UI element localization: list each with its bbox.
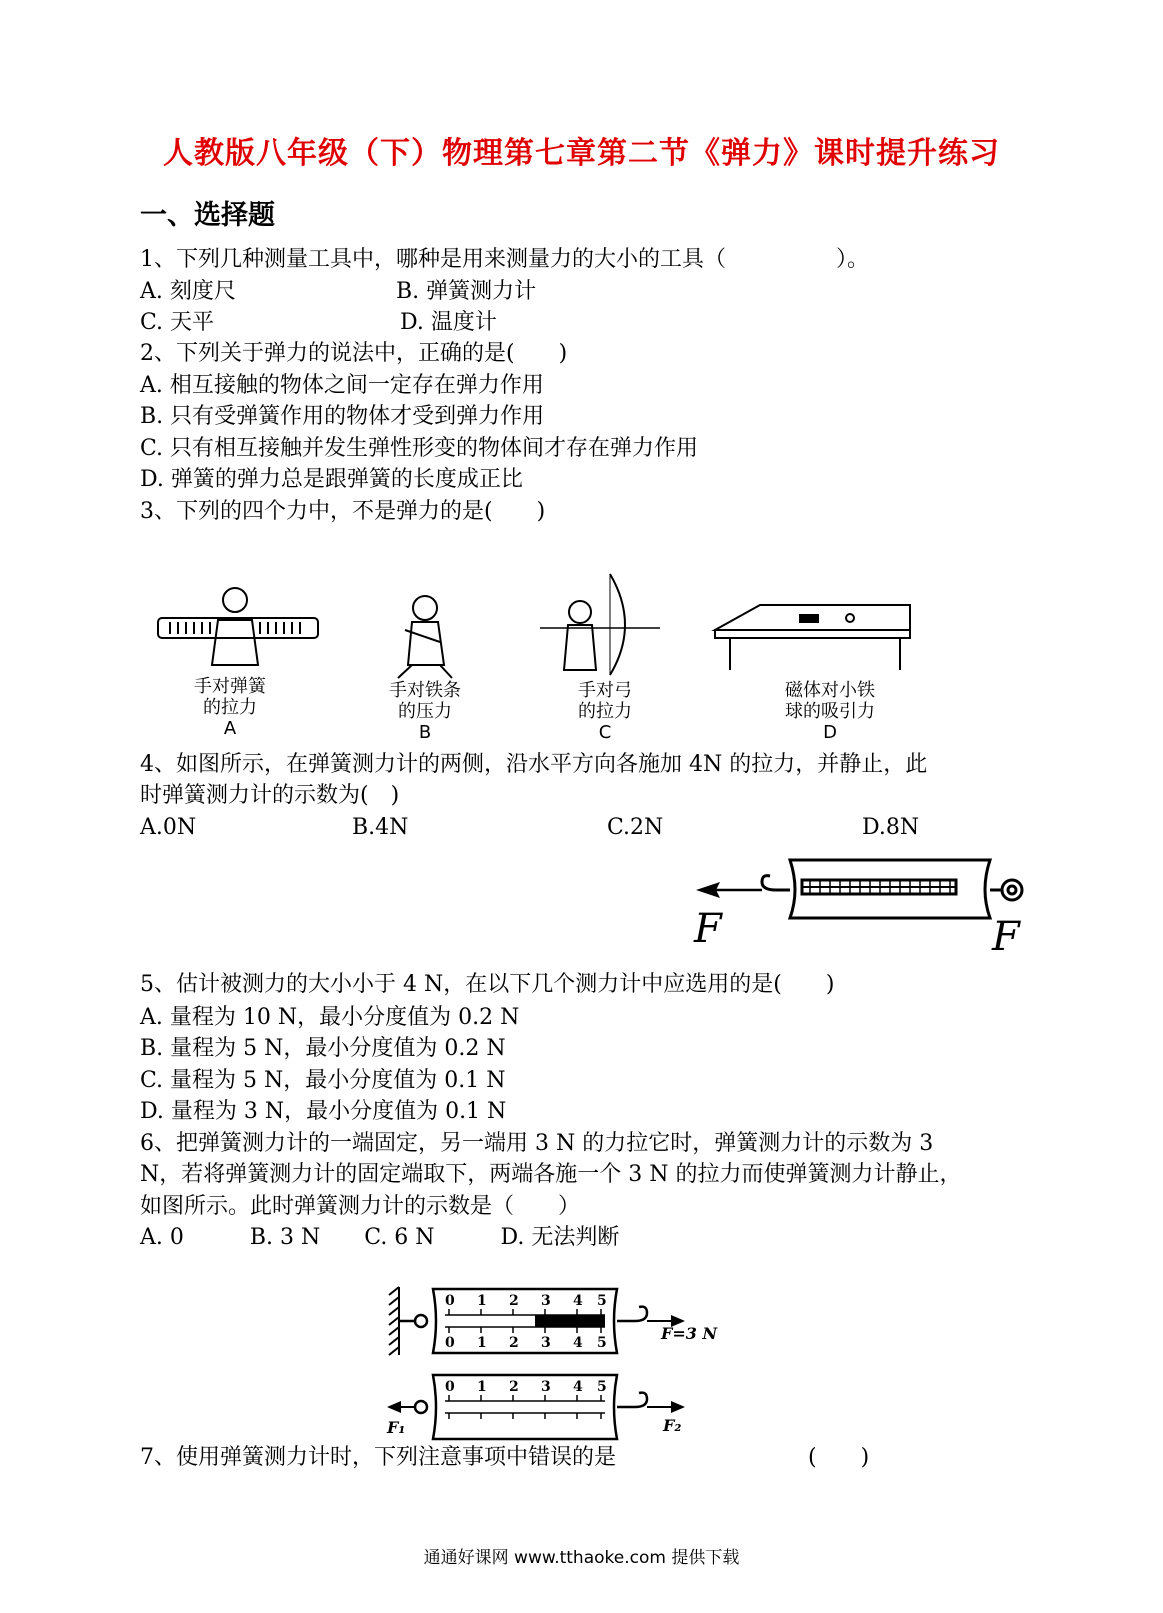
q6-bottom-scale-ticks [445,1395,605,1419]
q6-options: A. 0 B. 3 N C. 6 N D. 无法判断 [140,1225,620,1250]
q7-bracket: ( ) [808,1445,870,1470]
q6-tick-top-lower: 3 [541,1335,551,1351]
figure-a-person-spring [158,588,318,665]
q6-tick-bottom: 0 [445,1379,455,1395]
q1-stem: 1、下列几种测量工具中，哪种是用来测量力的大小的工具（ ）。 [140,247,869,272]
q5-option-c: C. 量程为 5 N，最小分度值为 0.1 N [140,1068,506,1093]
q6-tick-bottom: 5 [597,1379,607,1395]
q4-option-a: A.0N [140,815,197,840]
q6-bottom-scale [397,1375,675,1439]
q6-stem-line3: 如图所示。此时弹簧测力计的示数是（ ） [140,1194,581,1219]
q6-tick-top: 0 [445,1293,455,1309]
q6-tick-top: 1 [477,1293,487,1309]
q4-option-d: D.8N [862,815,920,840]
page-title: 人教版八年级（下）物理第七章第二节《弹力》课时提升练习 [163,136,1000,171]
q4-stem-line1: 4、如图所示，在弹簧测力计的两侧，沿水平方向各施加 4N 的拉力，并静止，此 [140,752,928,777]
q4-option-b: B.4N [352,815,409,840]
q6-tick-top-lower: 1 [477,1335,487,1351]
q6-tick-top: 5 [597,1293,607,1309]
q3-figure [140,570,930,680]
q2-option-c: C. 只有相互接触并发生弹性形变的物体间才存在弹力作用 [140,436,699,461]
q3-caption-d: 磁体对小铁 球的吸引力 D [785,680,875,743]
q6-tick-bottom: 4 [573,1379,583,1395]
q5-option-b: B. 量程为 5 N，最小分度值为 0.2 N [140,1036,506,1061]
q1-option-c: C. 天平 [140,310,215,335]
q4-stem-line2: 时弹簧测力计的示数为( ) [140,783,400,808]
section-heading: 一、选择题 [140,200,275,231]
q6-f2-label: F₂ [663,1416,682,1435]
q5-option-a: A. 量程为 10 N，最小分度值为 0.2 N [140,1005,520,1030]
q4-force-left-label: F [694,906,722,952]
q1-option-a: A. 刻度尺 [140,279,236,304]
q5-stem: 5、估计被测力的大小小于 4 N，在以下几个测力计中应选用的是( ) [140,972,835,997]
q6-f1-label: F₁ [387,1418,406,1437]
q4-force-right-label: F [992,914,1020,960]
q6-tick-bottom: 1 [477,1379,487,1395]
q2-option-a: A. 相互接触的物体之间一定存在弹力作用 [140,373,544,398]
q5-option-d: D. 量程为 3 N，最小分度值为 0.1 N [140,1099,507,1124]
q6-tick-top-lower: 0 [445,1335,455,1351]
figure-b-person-bar [398,596,452,678]
q6-tick-top: 2 [509,1293,519,1309]
q1-option-b: B. 弹簧测力计 [396,279,537,304]
q6-stem-line2: N，若将弹簧测力计的固定端取下，两端各施一个 3 N 的拉力而使弹簧测力计静止， [140,1162,962,1187]
q6-tick-top-lower: 4 [573,1335,583,1351]
q4-option-c: C.2N [607,815,664,840]
q1-option-d: D. 温度计 [400,310,497,335]
q6-force-label: F=3 N [661,1324,718,1343]
q6-tick-top: 4 [573,1293,583,1309]
figure-c-archer [540,574,660,675]
q6-figure [385,1283,730,1443]
q6-tick-top-lower: 5 [597,1335,607,1351]
q6-tick-top: 3 [541,1293,551,1309]
q6-tick-bottom: 3 [541,1379,551,1395]
q7-stem: 7、使用弹簧测力计时，下列注意事项中错误的是 [140,1445,616,1470]
q2-option-b: B. 只有受弹簧作用的物体才受到弹力作用 [140,404,545,429]
footer-text: 通通好课网 www.tthaoke.com 提供下载 [423,1548,740,1568]
q4-spring-scale-figure [690,850,1035,960]
q3-caption-c: 手对弓 的拉力 C [578,680,632,743]
q3-caption-a: 手对弹簧 的拉力 A [194,676,266,739]
q6-tick-bottom: 2 [509,1379,519,1395]
q3-stem: 3、下列的四个力中，不是弹力的是( ) [140,499,546,524]
figure-d-magnet-table [715,605,910,670]
q2-option-d: D. 弹簧的弹力总是跟弹簧的长度成正比 [140,467,523,492]
q6-tick-top-lower: 2 [509,1335,519,1351]
q3-caption-b: 手对铁条 的压力 B [389,680,461,743]
q6-wall [389,1287,399,1355]
q2-stem: 2、下列关于弹力的说法中，正确的是( ) [140,341,568,366]
q6-stem-line1: 6、把弹簧测力计的一端固定，另一端用 3 N 的力拉它时，弹簧测力计的示数为 3 [140,1131,934,1156]
